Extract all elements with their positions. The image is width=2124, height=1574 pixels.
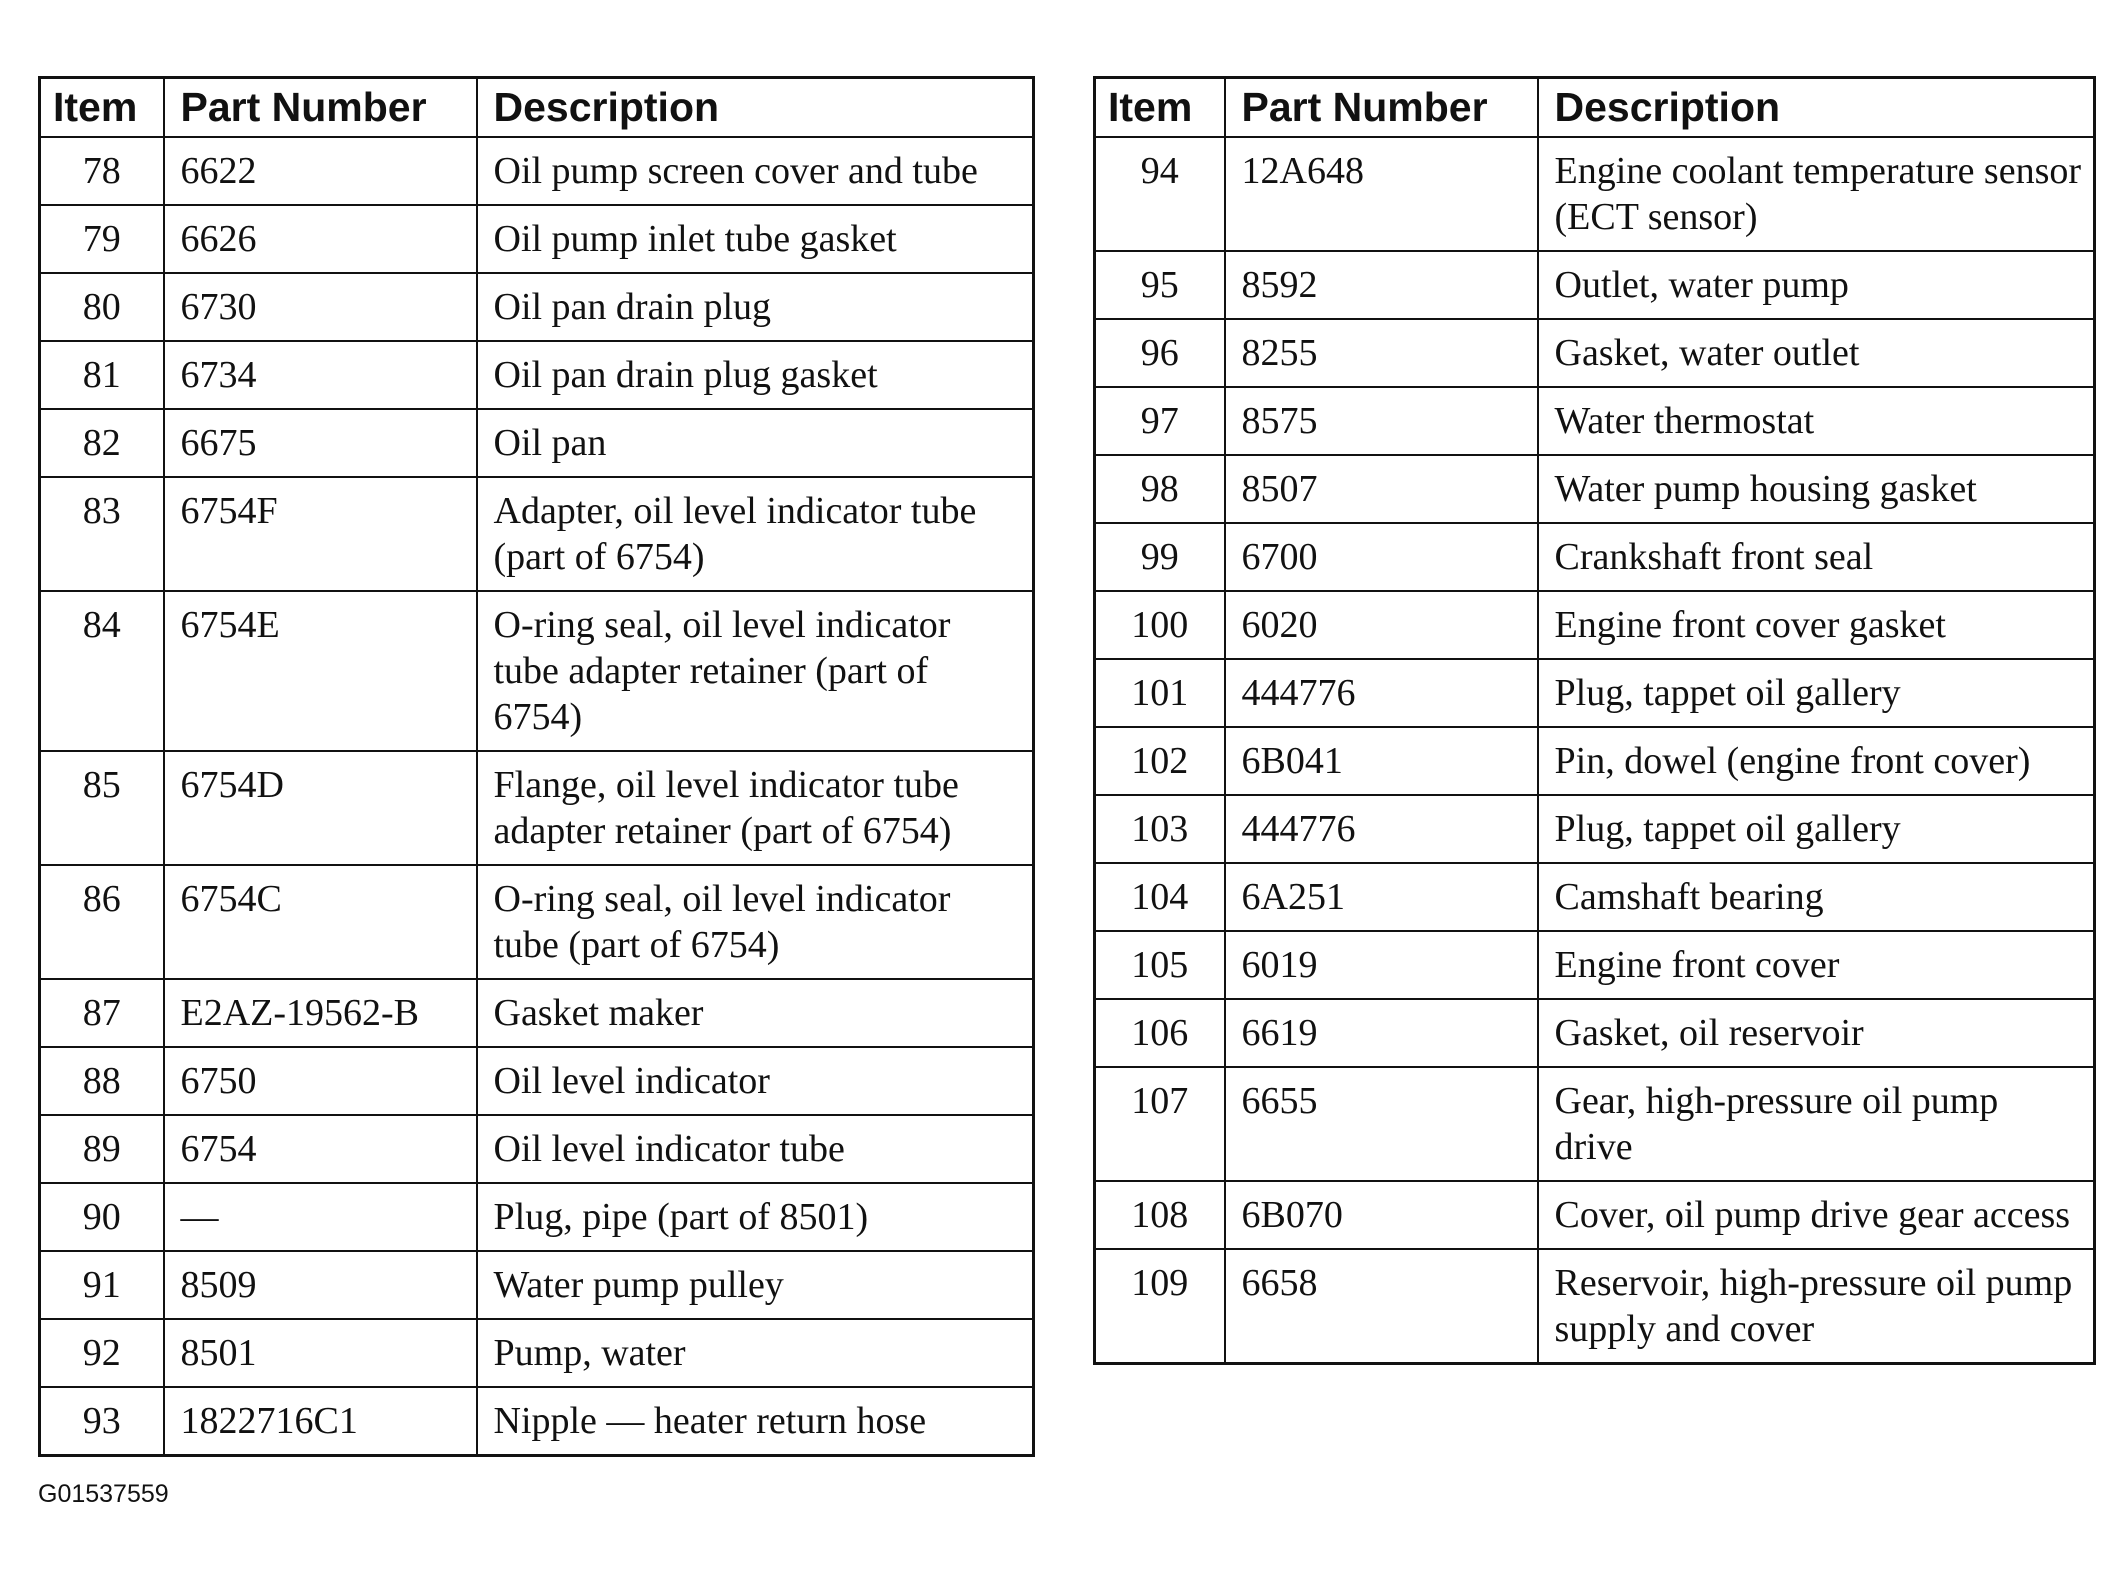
description-cell: Oil pump inlet tube gasket bbox=[477, 205, 1034, 273]
part-number-cell: 8592 bbox=[1225, 251, 1538, 319]
item-cell: 85 bbox=[40, 751, 164, 865]
table-row bbox=[1095, 931, 2095, 999]
description-cell: Pin, dowel (engine front cover) bbox=[1538, 727, 2095, 795]
table-row bbox=[1095, 659, 2095, 727]
description-cell: Outlet, water pump bbox=[1538, 251, 2095, 319]
part-number-cell: 6019 bbox=[1225, 931, 1538, 999]
part-number-cell: 444776 bbox=[1225, 659, 1538, 727]
description-cell: Plug, pipe (part of 8501) bbox=[477, 1183, 1034, 1251]
header-item: Item bbox=[40, 78, 164, 138]
item-cell: 97 bbox=[1095, 387, 1225, 455]
table-row bbox=[40, 979, 1034, 1047]
part-number-cell: 6750 bbox=[164, 1047, 477, 1115]
item-cell: 102 bbox=[1095, 727, 1225, 795]
description-cell: Camshaft bearing bbox=[1538, 863, 2095, 931]
part-number-cell: 6A251 bbox=[1225, 863, 1538, 931]
description-cell: Cover, oil pump drive gear access bbox=[1538, 1181, 2095, 1249]
description-cell: Engine coolant temperature sensor (ECT sensor) bbox=[1538, 137, 2095, 251]
table-row bbox=[40, 273, 1034, 341]
item-cell: 94 bbox=[1095, 137, 1225, 251]
part-number-cell: — bbox=[164, 1183, 477, 1251]
table-row bbox=[40, 1251, 1034, 1319]
item-cell: 80 bbox=[40, 273, 164, 341]
item-cell: 82 bbox=[40, 409, 164, 477]
parts-table-left bbox=[38, 76, 1035, 1457]
part-number-cell: 8255 bbox=[1225, 319, 1538, 387]
part-number-cell: 6020 bbox=[1225, 591, 1538, 659]
description-cell: O-ring seal, oil level indicator tube adapter retainer (part of 6754) bbox=[477, 591, 1034, 751]
item-cell: 88 bbox=[40, 1047, 164, 1115]
item-cell: 106 bbox=[1095, 999, 1225, 1067]
part-number-cell: 6658 bbox=[1225, 1249, 1538, 1364]
part-number-cell: 6700 bbox=[1225, 523, 1538, 591]
table-row bbox=[40, 751, 1034, 865]
part-number-cell: 6754 bbox=[164, 1115, 477, 1183]
table-row bbox=[40, 1387, 1034, 1456]
table-row bbox=[40, 341, 1034, 409]
part-number-cell: 6622 bbox=[164, 137, 477, 205]
description-cell: Water pump housing gasket bbox=[1538, 455, 2095, 523]
table-row bbox=[1095, 1067, 2095, 1181]
part-number-cell: 6619 bbox=[1225, 999, 1538, 1067]
header-part-number: Part Number bbox=[1225, 78, 1538, 138]
header-row bbox=[40, 78, 1034, 138]
description-cell: Engine front cover bbox=[1538, 931, 2095, 999]
part-number-cell: 6B070 bbox=[1225, 1181, 1538, 1249]
description-cell: Gasket, oil reservoir bbox=[1538, 999, 2095, 1067]
table-row bbox=[40, 591, 1034, 751]
item-cell: 105 bbox=[1095, 931, 1225, 999]
header-description: Description bbox=[1538, 78, 2095, 138]
item-cell: 81 bbox=[40, 341, 164, 409]
description-cell: Oil level indicator bbox=[477, 1047, 1034, 1115]
description-cell: Plug, tappet oil gallery bbox=[1538, 659, 2095, 727]
item-cell: 103 bbox=[1095, 795, 1225, 863]
item-cell: 79 bbox=[40, 205, 164, 273]
table-row bbox=[1095, 455, 2095, 523]
part-number-cell: E2AZ-19562-B bbox=[164, 979, 477, 1047]
description-cell: Engine front cover gasket bbox=[1538, 591, 2095, 659]
part-number-cell: 6B041 bbox=[1225, 727, 1538, 795]
item-cell: 86 bbox=[40, 865, 164, 979]
description-cell: Water pump pulley bbox=[477, 1251, 1034, 1319]
item-cell: 108 bbox=[1095, 1181, 1225, 1249]
part-number-cell: 444776 bbox=[1225, 795, 1538, 863]
table-row bbox=[40, 137, 1034, 205]
description-cell: Oil pump screen cover and tube bbox=[477, 137, 1034, 205]
header-part-number: Part Number bbox=[164, 78, 477, 138]
item-cell: 90 bbox=[40, 1183, 164, 1251]
part-number-cell: 6754D bbox=[164, 751, 477, 865]
description-cell: Flange, oil level indicator tube adapter retainer (part of 6754) bbox=[477, 751, 1034, 865]
table-row bbox=[40, 1183, 1034, 1251]
description-cell: Reservoir, high-pressure oil pump supply and cover bbox=[1538, 1249, 2095, 1364]
item-cell: 96 bbox=[1095, 319, 1225, 387]
item-cell: 92 bbox=[40, 1319, 164, 1387]
part-number-cell: 6754C bbox=[164, 865, 477, 979]
item-cell: 91 bbox=[40, 1251, 164, 1319]
table-row bbox=[40, 1047, 1034, 1115]
item-cell: 89 bbox=[40, 1115, 164, 1183]
table-body bbox=[40, 137, 1034, 1456]
description-cell: Crankshaft front seal bbox=[1538, 523, 2095, 591]
item-cell: 109 bbox=[1095, 1249, 1225, 1364]
table-row bbox=[1095, 1249, 2095, 1364]
item-cell: 84 bbox=[40, 591, 164, 751]
description-cell: Oil pan drain plug gasket bbox=[477, 341, 1034, 409]
part-number-cell: 6626 bbox=[164, 205, 477, 273]
part-number-cell: 6675 bbox=[164, 409, 477, 477]
item-cell: 95 bbox=[1095, 251, 1225, 319]
description-cell: Oil pan drain plug bbox=[477, 273, 1034, 341]
table-row bbox=[1095, 727, 2095, 795]
table-row bbox=[1095, 387, 2095, 455]
header-row bbox=[1095, 78, 2095, 138]
part-number-cell: 6655 bbox=[1225, 1067, 1538, 1181]
description-cell: Gasket maker bbox=[477, 979, 1034, 1047]
table-row bbox=[1095, 999, 2095, 1067]
table-row bbox=[1095, 523, 2095, 591]
description-cell: Oil level indicator tube bbox=[477, 1115, 1034, 1183]
item-cell: 83 bbox=[40, 477, 164, 591]
table-row bbox=[40, 1115, 1034, 1183]
part-number-cell: 6754F bbox=[164, 477, 477, 591]
description-cell: Water thermostat bbox=[1538, 387, 2095, 455]
description-cell: Gasket, water outlet bbox=[1538, 319, 2095, 387]
table-row bbox=[1095, 319, 2095, 387]
figure-id: G01537559 bbox=[38, 1480, 169, 1508]
part-number-cell: 6730 bbox=[164, 273, 477, 341]
description-cell: Adapter, oil level indicator tube (part of 6754) bbox=[477, 477, 1034, 591]
table-row bbox=[1095, 795, 2095, 863]
item-cell: 99 bbox=[1095, 523, 1225, 591]
table-row bbox=[40, 1319, 1034, 1387]
parts-table-right bbox=[1093, 76, 2096, 1365]
table-row bbox=[1095, 251, 2095, 319]
header-description: Description bbox=[477, 78, 1034, 138]
item-cell: 100 bbox=[1095, 591, 1225, 659]
table-body bbox=[1095, 137, 2095, 1364]
table-row bbox=[1095, 591, 2095, 659]
description-cell: Oil pan bbox=[477, 409, 1034, 477]
part-number-cell: 8501 bbox=[164, 1319, 477, 1387]
part-number-cell: 8575 bbox=[1225, 387, 1538, 455]
description-cell: Nipple — heater return hose bbox=[477, 1387, 1034, 1456]
table-row bbox=[40, 477, 1034, 591]
table-row bbox=[1095, 1181, 2095, 1249]
description-cell: Gear, high-pressure oil pump drive bbox=[1538, 1067, 2095, 1181]
table-row bbox=[40, 409, 1034, 477]
table-row bbox=[40, 865, 1034, 979]
part-number-cell: 8507 bbox=[1225, 455, 1538, 523]
item-cell: 101 bbox=[1095, 659, 1225, 727]
item-cell: 98 bbox=[1095, 455, 1225, 523]
part-number-cell: 8509 bbox=[164, 1251, 477, 1319]
description-cell: Pump, water bbox=[477, 1319, 1034, 1387]
table-row bbox=[1095, 863, 2095, 931]
item-cell: 104 bbox=[1095, 863, 1225, 931]
header-item: Item bbox=[1095, 78, 1225, 138]
description-cell: O-ring seal, oil level indicator tube (part of 6754) bbox=[477, 865, 1034, 979]
item-cell: 78 bbox=[40, 137, 164, 205]
item-cell: 93 bbox=[40, 1387, 164, 1456]
description-cell: Plug, tappet oil gallery bbox=[1538, 795, 2095, 863]
part-number-cell: 12A648 bbox=[1225, 137, 1538, 251]
table-row bbox=[1095, 137, 2095, 251]
part-number-cell: 6754E bbox=[164, 591, 477, 751]
part-number-cell: 1822716C1 bbox=[164, 1387, 477, 1456]
table-row bbox=[40, 205, 1034, 273]
item-cell: 87 bbox=[40, 979, 164, 1047]
part-number-cell: 6734 bbox=[164, 341, 477, 409]
item-cell: 107 bbox=[1095, 1067, 1225, 1181]
